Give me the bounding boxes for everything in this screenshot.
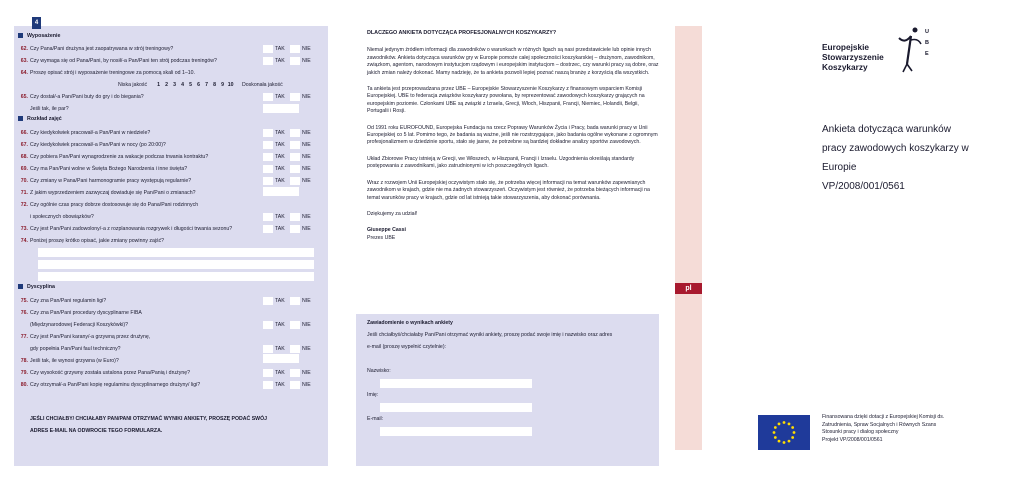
intro-heading: DLACZEGO ANKIETA DOTYCZĄCA PROFESJONALNYCH KOSZYKARZY? [367,30,557,36]
question-row [16,334,150,340]
scale-digit[interactable]: 2 [165,82,169,88]
question-row [16,94,144,100]
question-number: 79. [20,370,28,376]
question-text: Czy wysokość grzywny została ustalona przez Pana/Panią i drużynę? [30,370,191,376]
question-row [16,58,217,64]
no-checkbox[interactable] [290,345,300,353]
no-label: NIE [302,298,311,304]
no-checkbox[interactable] [290,129,300,137]
scale-digit[interactable]: 5 [189,82,193,88]
yes-label: TAK [275,178,285,184]
intro-paragraph: Niemal jedynym źródłem informacji dla zawodników o warunkach w różnych ligach są nasi przedstawiciele lub opinie innych zawodników. Ankieta dotycząca warunków gry w Europie pomoże całej społeczności koszykarskiej – drużynom, zawodnikom, związkom, agentom, narodowym instytucjom rządowym i europejskim instytucjom – dostrzec, czy warunki pracy są dobre, oraz jakich zmian należy dokonać. Mamy nadzieję, że ta ankieta pozwoli lepiej poznać naszą branżę z korzyścią dla wszystkich. [367,47,659,76]
question-row [16,358,119,364]
yes-checkbox[interactable] [263,177,273,185]
scale-digit[interactable]: 6 [197,82,201,88]
question-number: 70. [20,178,28,184]
yes-checkbox[interactable] [263,369,273,377]
no-checkbox[interactable] [290,93,300,101]
eu-star-icon [783,421,786,424]
question-row [16,46,173,52]
questionnaire-panel [14,26,328,466]
yes-checkbox[interactable] [263,381,273,389]
question-text: Czy zna Pan/Pani regulamin ligi? [30,298,107,304]
eu-star-icon [778,440,781,443]
no-checkbox[interactable] [290,213,300,221]
yes-checkbox[interactable] [263,129,273,137]
intro-column [367,30,659,242]
no-checkbox[interactable] [290,165,300,173]
firstname-label: Imię: [367,392,379,398]
email-input[interactable] [380,427,532,436]
signature-role: Prezes UBE [367,234,396,241]
no-checkbox[interactable] [290,297,300,305]
scale-digit[interactable]: 3 [173,82,177,88]
section-discipline: Dyscyplina [18,284,55,290]
question-text: Czy zmiany w Pana/Pani harmonogramie pracy występują regularnie? [30,178,192,184]
intro-paragraph: Od 1991 roku EUROFOUND, Europejska Fundacja na rzecz Poprawy Warunków Życia i Pracy, bada warunki pracy w Unii Europejskiej co 5 lat. Pomimo tego, że badania są ważne, jeśli nie rozstrzygające, jako badania ogólne wykonane z ogromnym profesjonalizmem w dziedzinie sportu, stało się jasne, że potrzebne są bardziej dokładne analizy sportów zawodowych. [367,124,658,146]
intro-paragraph: Wraz z rozwojem Unii Europejskiej oczywistym stało się, że potrzeba więcej informacji na temat warunków zapewnianych zawodnikom w krajach, gdzie nie ma żadnych stowarzyszeń. Oczywistym jest również, że potrzeba bieżących informacji na temat warunków pracy w krajach, gdzie od lat istnieją takie stowarzyszenia, aby dokonać porównania. [367,179,650,201]
question-number: 63. [20,58,28,64]
no-checkbox[interactable] [290,141,300,149]
yes-checkbox[interactable] [263,165,273,173]
no-label: NIE [302,46,311,52]
language-tab[interactable]: pl [675,283,702,294]
contact-instruction-2: e-mail (proszę wypełnić czytelnie): [367,344,446,350]
thanks-text: Dziękujemy za udział! [367,210,418,217]
question-number: 66. [20,130,28,136]
no-label: NIE [302,226,311,232]
no-label: NIE [302,142,311,148]
yes-label: TAK [275,46,285,52]
no-checkbox[interactable] [290,57,300,65]
no-checkbox[interactable] [290,45,300,53]
question-row [16,370,190,376]
section-equipment: Wyposażenie [18,33,60,39]
section-schedule: Rozkład zajęć [18,116,62,122]
yes-checkbox[interactable] [263,153,273,161]
question-text: (Międzynarodowej Federacji Koszykówki)? [30,322,129,328]
changes-line-2[interactable] [38,260,314,269]
results-note-line-1: JEŚLI CHCIAŁBY/ CHCIAŁABY PAN/PANI OTRZYMAĆ WYNIKI ANKIETY, PROSZĘ PODAĆ SWÓJ [30,416,268,422]
scale-digit[interactable]: 8 [213,82,217,88]
surname-label: Nazwisko: [367,368,391,374]
yes-label: TAK [275,382,285,388]
yes-label: TAK [275,298,285,304]
no-label: NIE [302,322,311,328]
brand-name: Europejskie Stowarzyszenie Koszykarzy [822,42,884,72]
yes-label: TAK [275,130,285,136]
question-text: Z jakim wyprzedzeniem zazwyczaj dowiaduje się Pan/Pani o zmianach? [30,190,196,196]
scale-digit[interactable]: 9 [221,82,225,88]
question-row [16,70,195,76]
notice-period-input[interactable] [263,187,299,196]
section-marker-icon [18,116,23,121]
question-number: 68. [20,154,28,160]
yes-label: TAK [275,154,285,160]
question-text: Czy ma Pan/Pani wolne w Święta Bożego Narodzenia i inne święta? [30,166,188,172]
eu-star-icon [783,441,786,444]
scale-digit[interactable]: 4 [181,82,185,88]
eu-star-icon [778,422,781,425]
scale-digit[interactable]: 1 [157,82,161,88]
survey-title: Ankieta dotycząca warunków pracy zawodowych koszykarzy w Europie VP/2008/001/0561 [822,124,969,192]
funding-note: Finansowana dzięki dotacji z Europejskiej Komisji ds. Zatrudnienia, Spraw Socjalnych i Równych Szans Stosunki pracy i dialog społeczny Projekt VP/2008/001/0561 [822,414,945,443]
eu-star-icon [788,422,791,425]
question-text: gdy popełnia Pan/Pani faul techniczny? [30,346,121,352]
contact-form [356,314,659,466]
yes-label: TAK [275,226,285,232]
yes-label: TAK [275,58,285,64]
intro-paragraph: Układ Zbiorowe Pracy istnieją w Grecji, we Włoszech, w Hiszpanii, Francji i Izraelu. Uzgodnienia określają standardy postępowania z zawodnikami, jako zatrudnionymi w ich poszczególnych ligach. [367,155,635,170]
no-label: NIE [302,58,311,64]
question-text: Poniżej proszę krótko opisać, jakie zmiany powinny zajść? [30,238,165,244]
yes-checkbox[interactable] [263,225,273,233]
question-row [16,154,208,160]
question-number: 72. [20,202,28,208]
no-label: NIE [302,166,311,172]
yes-checkbox[interactable] [263,345,273,353]
question-text: Jeśli tak, ile par? [30,106,69,112]
yes-checkbox[interactable] [263,321,273,329]
yes-checkbox[interactable] [263,93,273,101]
quality-scale: Niska jakość 1 2 3 4 5 6 7 8 9 10 Doskonała jakość [118,82,283,88]
eu-star-icon [774,426,777,429]
question-row [16,298,106,304]
eu-star-icon [774,436,777,439]
question-text: Proszę opisać strój i wyposażenie treningowe za pomocą skali od 1–10. [30,70,195,76]
question-text: Czy pobiera Pan/Pani wynagrodzenie za wakacje podczas trwania kontraktu? [30,154,209,160]
question-row [16,166,187,172]
changes-line-3[interactable] [38,272,314,281]
email-label: E-mail: [367,416,384,422]
question-text: Czy otrzymał/-a Pan/Pani kopię regulaminu dyscyplinarnego drużyny/ ligi? [30,382,201,388]
question-row [16,178,191,184]
no-checkbox[interactable] [290,225,300,233]
question-row [16,310,142,316]
section-marker-icon [18,284,23,289]
contact-heading: Zawiadomienie o wynikach ankiety [367,320,453,326]
eu-star-icon [788,440,791,443]
changes-line-1[interactable] [38,248,314,257]
no-label: NIE [302,214,311,220]
question-row [16,214,94,220]
question-row [16,346,121,352]
yes-checkbox[interactable] [263,213,273,221]
no-checkbox[interactable] [290,369,300,377]
yes-label: TAK [275,166,285,172]
section-marker-icon [18,33,23,38]
question-text: Czy jest Pan/Pani zadowolony/-a z rozplanowania rozgrywek i długości trwania sezonu? [30,226,233,232]
question-number: 67. [20,142,28,148]
question-number: 65. [20,94,28,100]
yes-label: TAK [275,346,285,352]
question-number: 64. [20,70,28,76]
no-label: NIE [302,94,311,100]
surname-input[interactable] [380,379,532,388]
question-number: 77. [20,334,28,340]
fine-amount-input[interactable] [263,354,299,363]
question-number: 62. [20,46,28,52]
scale-digit[interactable]: 7 [205,82,209,88]
pairs-count-input[interactable] [263,104,299,113]
question-row [16,322,128,328]
yes-checkbox[interactable] [263,45,273,53]
question-text: Jeśli tak, ile wynosi grzywna (w Euro)? [30,358,119,364]
no-checkbox[interactable] [290,321,300,329]
eu-star-icon [773,431,776,434]
question-text: i społecznych obowiązków? [30,214,94,220]
no-label: NIE [302,346,311,352]
eu-star-icon [793,431,796,434]
language-strip [675,26,702,450]
yes-label: TAK [275,370,285,376]
question-text: Czy zna Pan/Pani procedury dyscyplinarne FIBA [30,310,142,316]
no-checkbox[interactable] [290,381,300,389]
yes-checkbox[interactable] [263,141,273,149]
eu-star-icon [791,426,794,429]
yes-label: TAK [275,94,285,100]
question-number: 80. [20,382,28,388]
question-row [16,130,150,136]
question-text: Czy jest Pan/Pani karany/-a grzywną przez drużynę, [30,334,151,340]
question-number: 78. [20,358,28,364]
question-text: Czy wymaga się od Pana/Pani, by nosił/-a Pan/Pani ten strój podczas treningów? [30,58,217,64]
yes-label: TAK [275,214,285,220]
question-text: Czy dostał/-a Pan/Pani buty do gry i do biegania? [30,94,144,100]
yes-checkbox[interactable] [263,57,273,65]
question-row [16,190,196,196]
no-label: NIE [302,382,311,388]
yes-checkbox[interactable] [263,297,273,305]
no-label: NIE [302,178,311,184]
no-checkbox[interactable] [290,153,300,161]
question-number: 76. [20,310,28,316]
question-row [16,226,232,232]
question-row [16,142,166,148]
eu-star-icon [791,436,794,439]
question-row [16,202,198,208]
question-number: 71. [20,190,28,196]
question-row [16,238,164,244]
firstname-input[interactable] [380,403,532,412]
intro-paragraph: Ta ankieta jest przeprowadzana przez UBE – Europejskie Stowarzyszenie Koszykarzy z finansowym wsparciem Komisji Europejskiej. UBE to federacja związków koszykarzy powołana, by reprezentować zawodowych koszykarzy grających na europejskim poziomie. Członkami UBE są związki z Izraela, Grecji, Włoch, Hiszpanii, Francji, Niemiec, Holandii, Belgii, Portugalii i Rosji. [367,86,645,115]
page-number: 4 [32,17,41,29]
contact-instruction: Jeśli chciałbyś/chciałaby Pan/Pani otrzymać wyniki ankiety, proszę podać swoje imię i nazwisko oraz adres [367,332,613,338]
eu-flag-icon [758,415,810,450]
question-text: Czy kiedykolwiek pracował/-a Pan/Pani w nocy (po 20:00)? [30,142,166,148]
scale-digit[interactable]: 10 [227,82,234,88]
question-number: 75. [20,298,28,304]
question-number: 74. [20,238,28,244]
question-text: Czy Pana/Pani drużyna jest zaopatrywana w strój treningowy? [30,46,174,52]
no-checkbox[interactable] [290,177,300,185]
question-row [16,382,200,388]
no-label: NIE [302,154,311,160]
no-label: NIE [302,130,311,136]
no-label: NIE [302,370,311,376]
results-note-line-2: ADRES E-MAIL NA ODWROCIE TEGO FORMULARZA. [30,428,163,434]
yes-label: TAK [275,322,285,328]
question-text: Czy kiedykolwiek pracował/-a Pan/Pani w niedziele? [30,130,151,136]
question-number: 69. [20,166,28,172]
yes-label: TAK [275,142,285,148]
question-text: Czy ogólnie czas pracy dobrze dostosowuje się do Pana/Pani rodzinnych [30,202,199,208]
signature-name: Giuseppe Cassi [367,227,406,234]
question-number: 73. [20,226,28,232]
ube-logo-icon: U B E [893,24,933,74]
question-row [16,106,69,112]
